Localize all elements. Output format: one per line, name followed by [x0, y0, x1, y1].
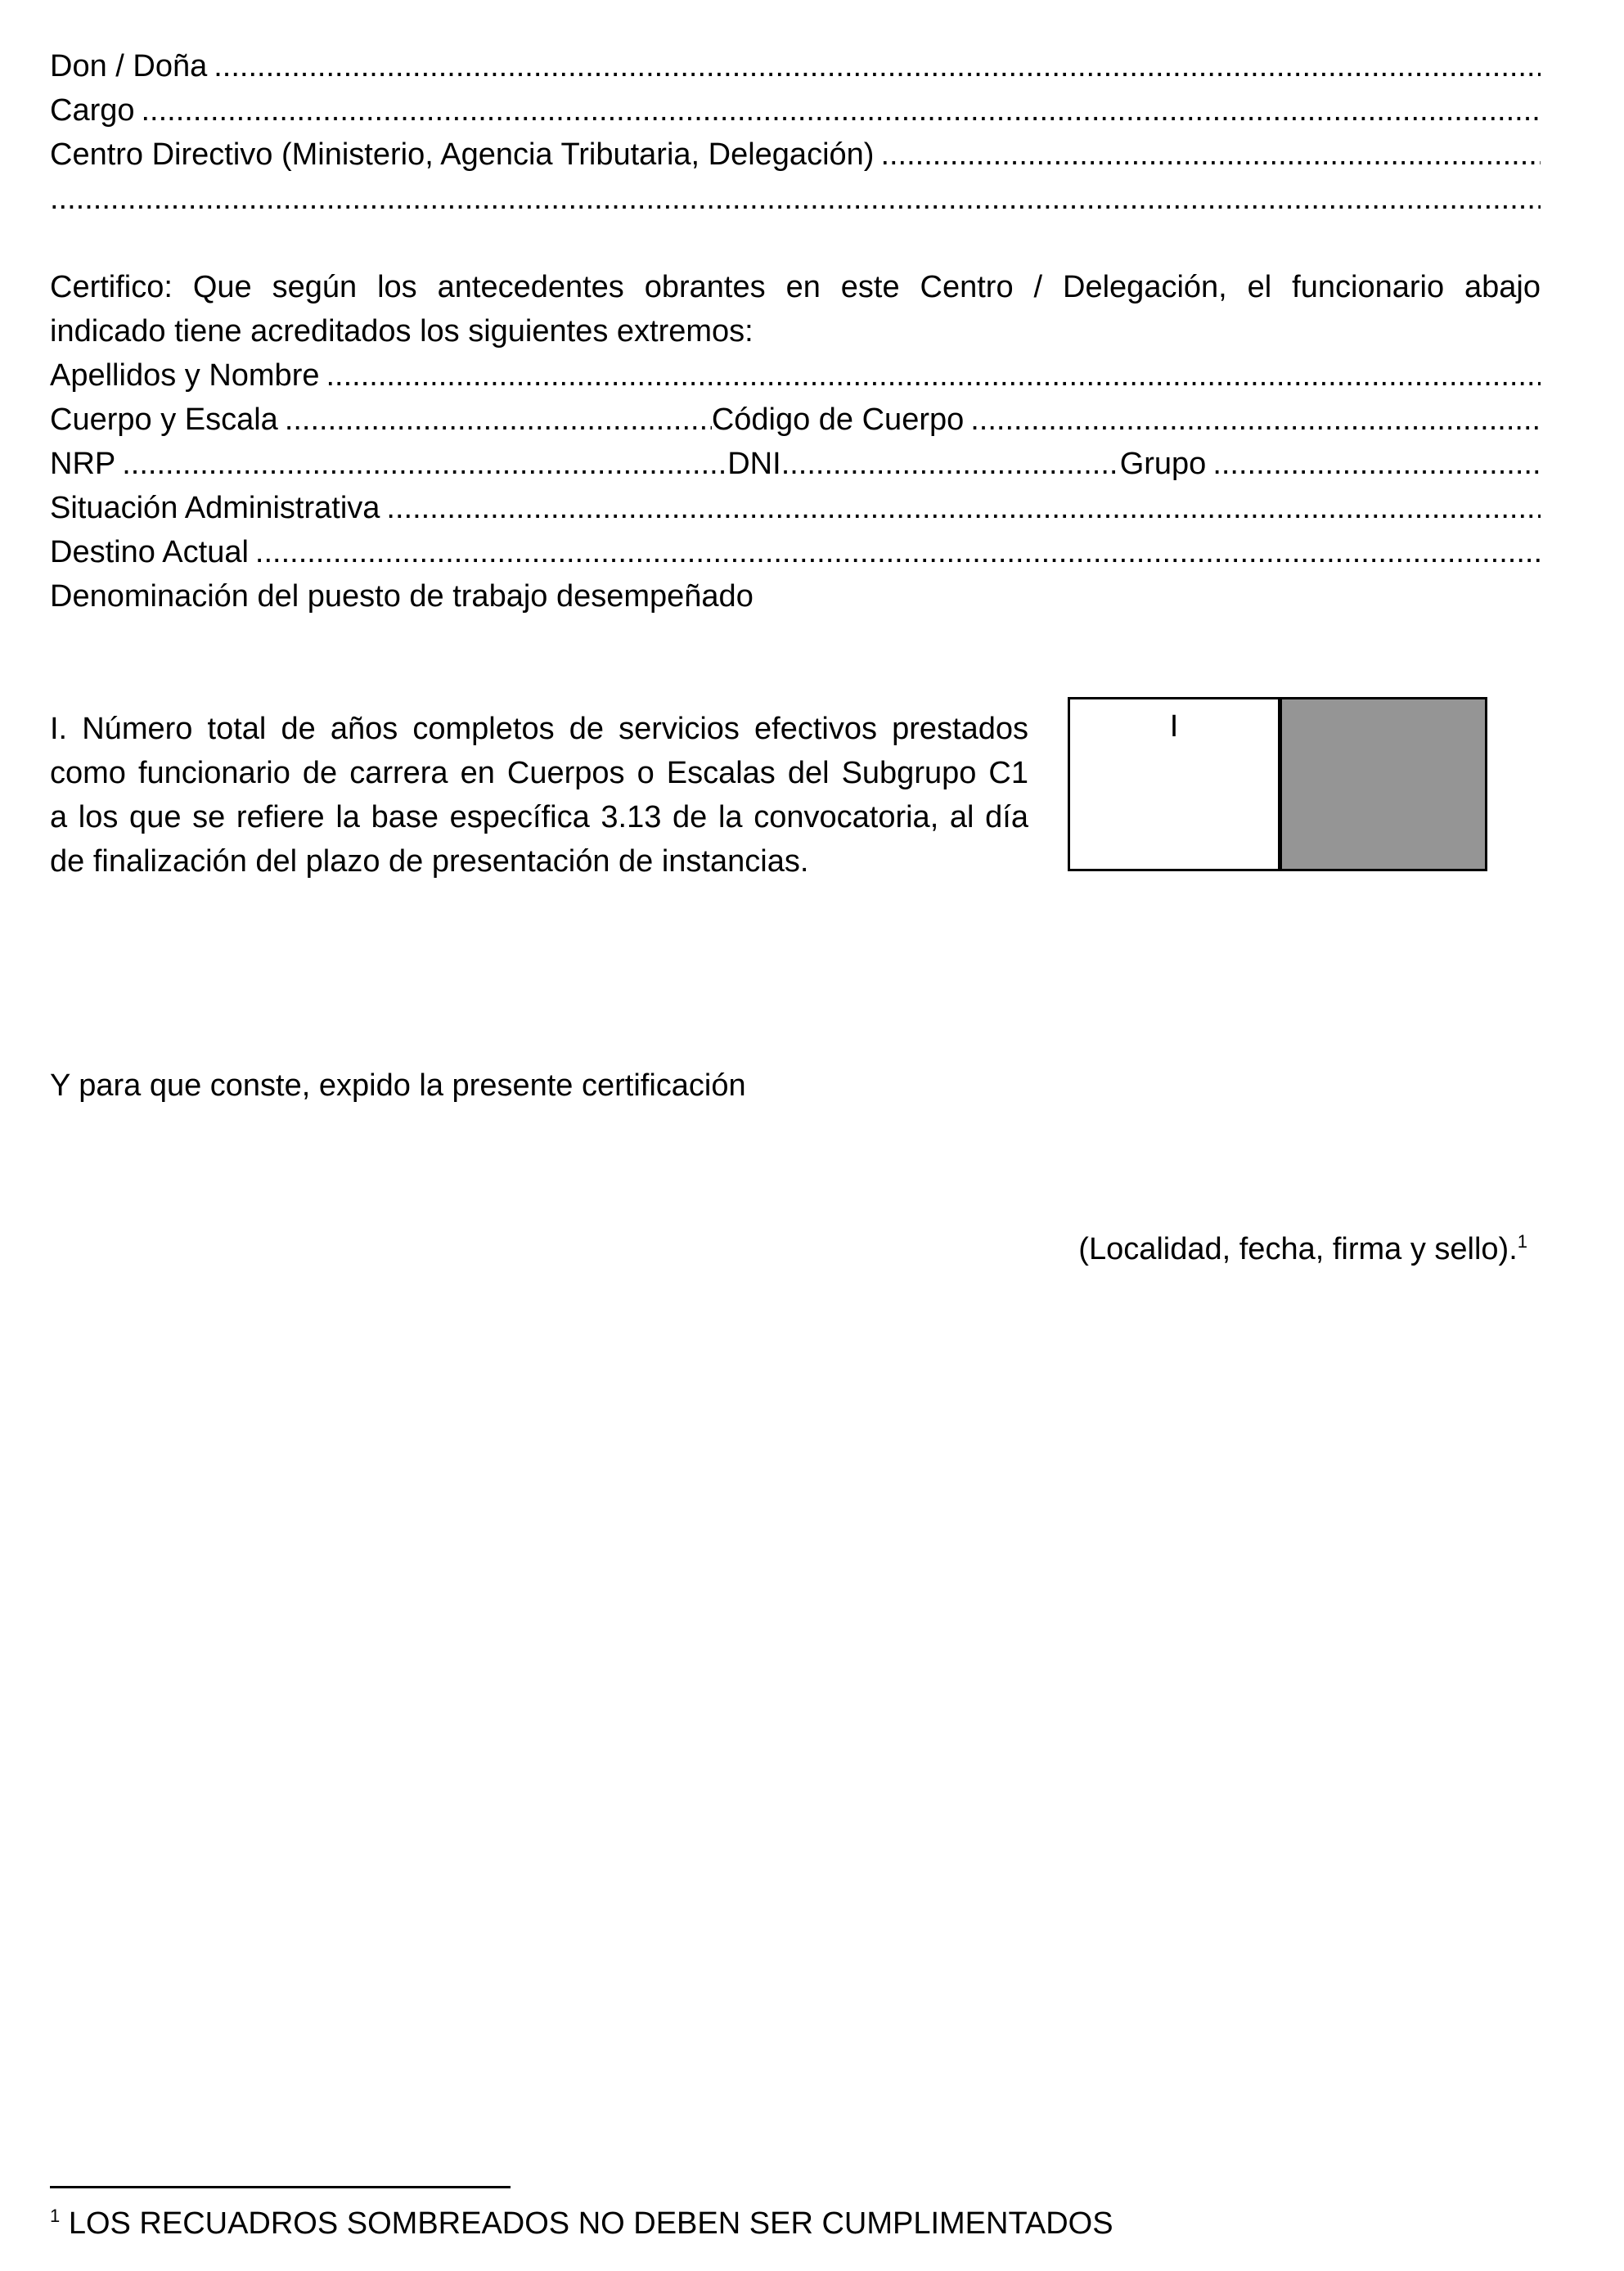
signature-text: (Localidad, fecha, firma y sello). — [1078, 1232, 1518, 1266]
field-centro-directivo-cont[interactable] — [50, 177, 1541, 221]
section-i-box-label: I — [1169, 709, 1179, 744]
field-apellidos-nombre[interactable] — [50, 353, 1541, 398]
field-cargo[interactable] — [50, 88, 1541, 133]
fill-in-dots[interactable] — [122, 442, 727, 486]
footnote-mark: 1 — [50, 2206, 61, 2226]
field-label: Apellidos y Nombre — [50, 358, 320, 393]
field-label: Cargo — [50, 93, 135, 128]
fill-in-dots[interactable] — [880, 133, 1541, 177]
field-label: Centro Directivo (Ministerio, Agencia Tributaria, Delegación) — [50, 137, 875, 172]
field-label: NRP — [50, 447, 116, 481]
fill-in-dots[interactable] — [214, 44, 1541, 88]
fill-in-dots[interactable] — [255, 530, 1541, 574]
field-situacion[interactable] — [50, 486, 1541, 530]
section-i-line: de finalización del plazo de presentación de instancias. — [50, 844, 809, 879]
field-label: Don / Doña — [50, 49, 208, 83]
field-label: Situación Administrativa — [50, 491, 380, 525]
field-label: Destino Actual — [50, 535, 249, 569]
closing-text: Y para que conste, expido la presente certificación — [50, 1068, 746, 1103]
section-i-text — [50, 707, 1028, 884]
field-centro-directivo[interactable] — [50, 133, 1541, 177]
fill-in-dots[interactable] — [386, 486, 1541, 530]
footnote-separator — [50, 2186, 511, 2188]
field-cuerpo-escala-row — [50, 398, 1541, 442]
fill-in-dots[interactable] — [781, 442, 1120, 486]
field-nrp-row — [50, 442, 1541, 486]
fill-in-dots[interactable] — [326, 353, 1541, 398]
section-i-input-cell[interactable] — [1070, 699, 1282, 869]
section-i-box — [1068, 697, 1487, 871]
section-i-line: a los que se refiere la base específica 3.13 de la convocatoria, al día — [50, 800, 1028, 834]
footnote-text: LOS RECUADROS SOMBREADOS NO DEBEN SER CUMPLIMENTADOS — [68, 2206, 1113, 2241]
shaded-cell — [1282, 699, 1485, 869]
section-i-line: I. Número total de años completos de servicios efectivos prestados — [50, 712, 1028, 746]
field-label: DNI — [727, 447, 781, 481]
field-destino[interactable] — [50, 530, 1541, 574]
fill-in-dots[interactable] — [285, 398, 712, 442]
fill-in-dots[interactable] — [50, 177, 1541, 221]
certifico-line-1: Certifico: Que según los antecedentes obrantes en este Centro / Delegación, el funcionario abajo — [50, 270, 1541, 304]
field-label: Cuerpo y Escala — [50, 402, 278, 437]
field-don-dona[interactable] — [50, 44, 1541, 88]
footnote-ref: 1 — [1517, 1231, 1527, 1252]
certifico-line-2: indicado tiene acreditados los siguientes extremos: — [50, 314, 754, 349]
fill-in-dots[interactable] — [1212, 442, 1541, 486]
footnote — [50, 2205, 1113, 2242]
field-denominacion: Denominación del puesto de trabajo desempeñado — [50, 579, 754, 614]
signature-line — [1078, 1227, 1527, 1271]
field-label: Código de Cuerpo — [711, 402, 965, 437]
field-label: Grupo — [1119, 447, 1207, 481]
section-i-line: como funcionario de carrera en Cuerpos o Escalas del Subgrupo C1 — [50, 756, 1028, 790]
fill-in-dots[interactable] — [142, 88, 1541, 133]
fill-in-dots[interactable] — [970, 398, 1541, 442]
